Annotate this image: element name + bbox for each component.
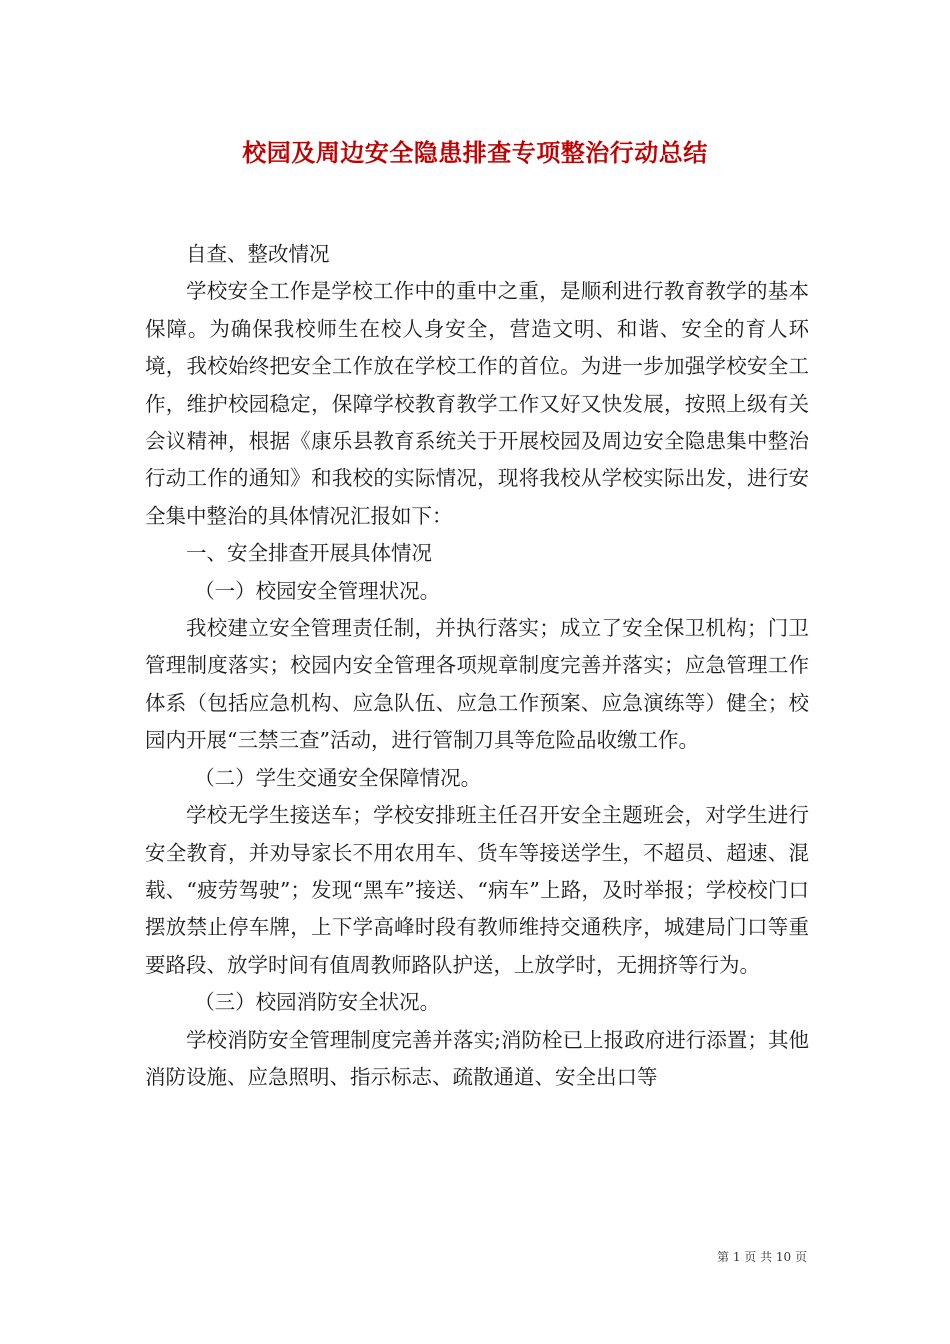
paragraph-campus-safety: 我校建立安全管理责任制，并执行落实；成立了安全保卫机构；门卫管理制度落实；校园内安全管理各项规章制度完善并落实；应急管理工作体系（包括应急机构、应急队伍、应急工作预案、应急演练等）健全；校园内开展“三禁三查”活动，进行管制刀具等危险品收缴工作。 xyxy=(145,616,809,753)
paragraph-subsection-2: （二）学生交通安全保障情况。 xyxy=(194,765,482,790)
document-title: 校园及周边安全隐患排查专项整治行动总结 xyxy=(242,138,708,167)
paragraph-traffic-safety: 学校无学生接送车；学校安排班主任召开安全主题班会，对学生进行安全教育，并劝导家长不用农用车、货车等接送学生，不超员、超速、混载、“疲劳驾驶”；发现“黑车”接送、“病车”上路，及时举报；学校校门口摆放禁止停车牌，上下学高峰时段有教师维持交通秩序，城建局门口等重要路段、放学时间有值周教师路队护送，上放学时，无拥挤等行为。 xyxy=(145,803,809,977)
paragraph-subsection-1: （一）校园安全管理状况。 xyxy=(194,578,441,603)
paragraph-fire-safety: 学校消防安全管理制度完善并落实;消防栓已上报政府进行添置；其他消防设施、应急照明、指示标志、疏散通道、安全出口等 xyxy=(145,1027,809,1089)
paragraph-subsection-3: （三）校园消防安全状况。 xyxy=(194,990,441,1015)
paragraph-section-one: 一、安全排查开展具体情况 xyxy=(186,541,432,566)
paragraph-heading-self-check: 自查、整改情况 xyxy=(186,242,330,266)
document-body xyxy=(145,236,809,1096)
page-number: 第 1 页 共 10 页 xyxy=(717,1250,807,1264)
paragraph-intro: 学校安全工作是学校工作中的重中之重，是顺利进行教育教学的基本保障。为确保我校师生在校人身安全，营造文明、和谐、安全的育人环境，我校始终把安全工作放在学校工作的首位。为进一步加强学校安全工作，维护校园稳定，保障学校教育教学工作又好又快发展，按照上级有关会议精神，根据《康乐县教育系统关于开展校园及周边安全隐患集中整治行动工作的通知》和我校的实际情况，现将我校从学校实际出发，进行安全集中整治的具体情况汇报如下： xyxy=(145,279,809,528)
